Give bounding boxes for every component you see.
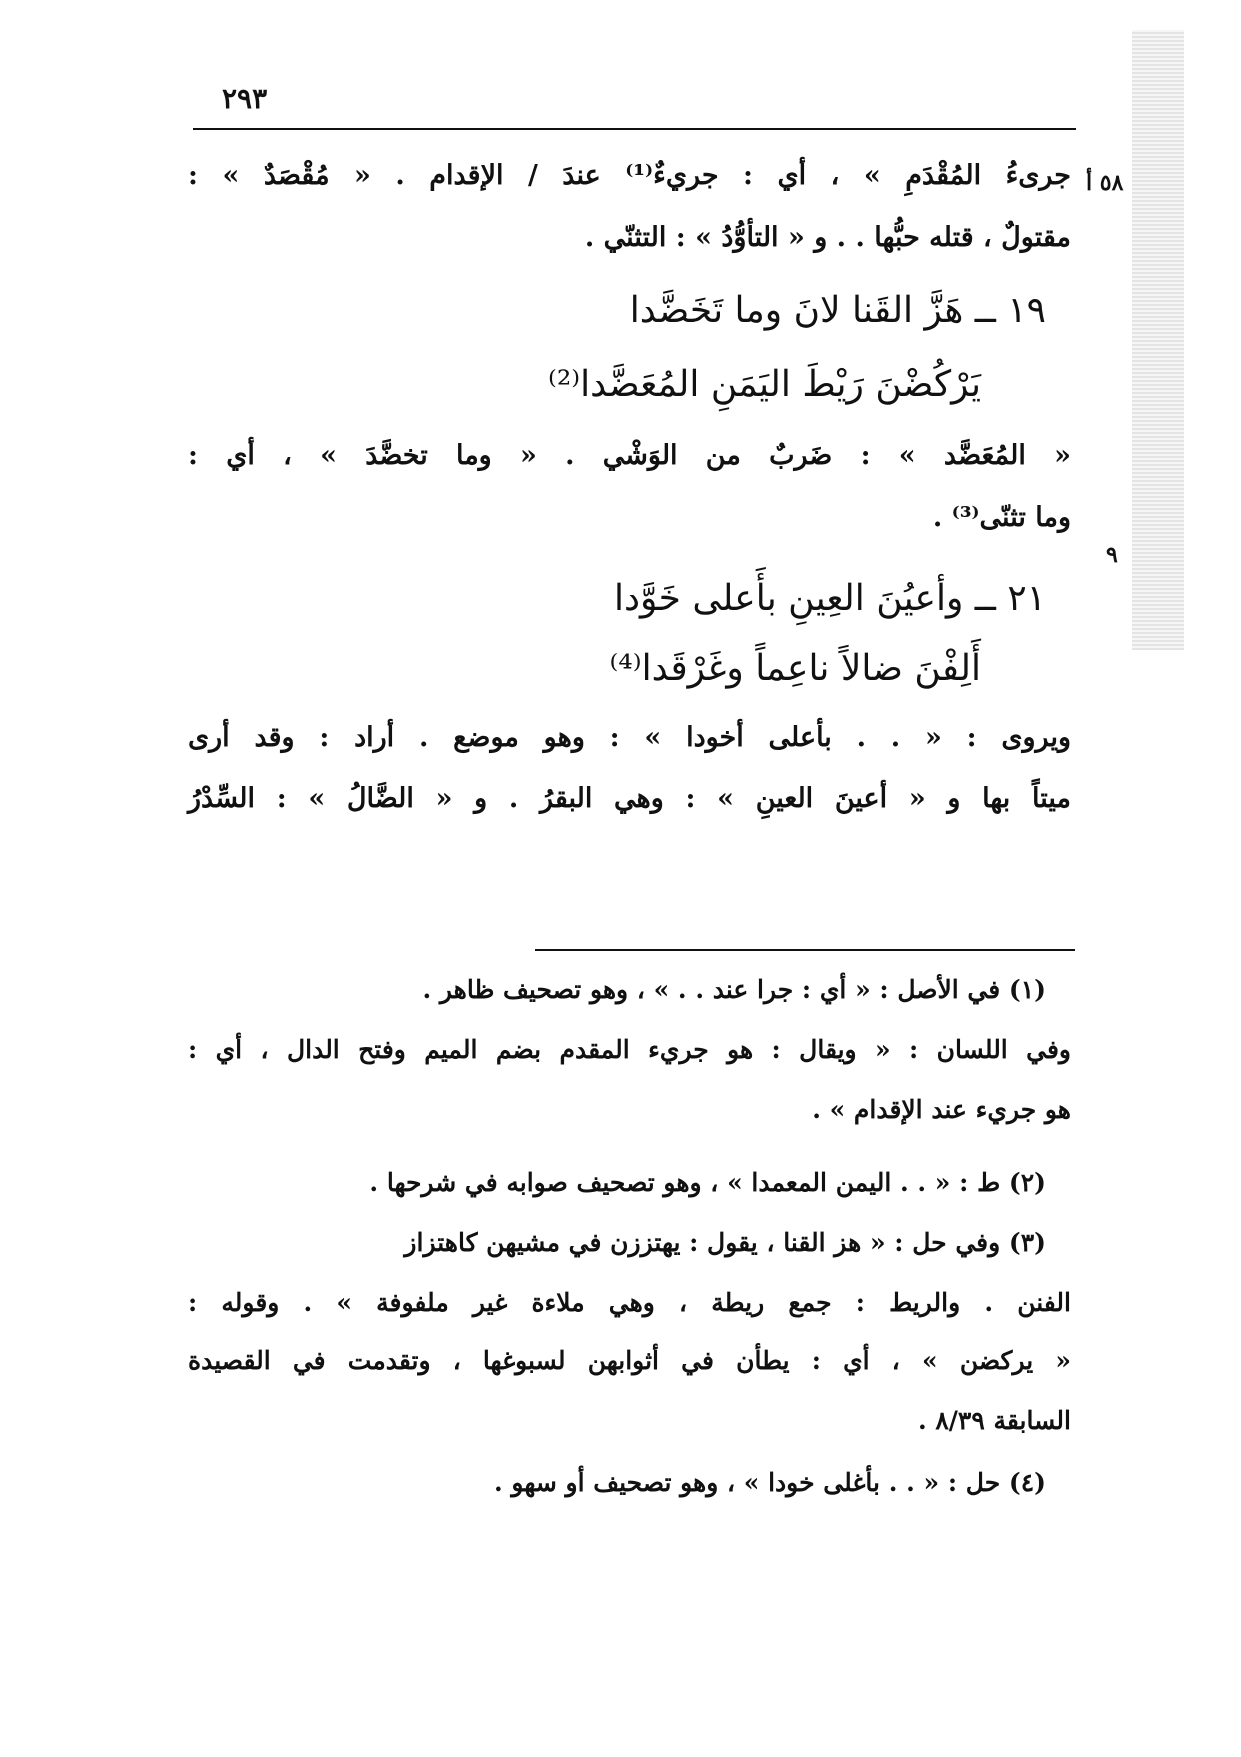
footnote-1-line-3: هو جريء عند الإقدام » . <box>812 1095 1071 1124</box>
verse-19-first-hemistich: ١٩ ــ هَزَّ القَنا لانَ وما تَخَضَّدا <box>629 290 1046 331</box>
footnote-1-line-1: (١) في الأصل : « أي : جرا عند . . » ، وهو تصحيف ظاهر . <box>422 975 1046 1004</box>
footnote-2: (٢) ط : « . . اليمن المعمدا » ، وهو تصحيف صوابه في شرحها . <box>369 1168 1046 1197</box>
body-line-1: جرىءُ المُقْدَمِ » ، أي : جريءٌ⁽¹⁾ عندَ / الإقدام . « مُقْصَدٌ » : <box>188 160 1071 191</box>
page-number: ٢٩٣ <box>222 82 268 115</box>
header-rule <box>193 128 1076 130</box>
verse-21-second-hemistich: أَلِفْنَ ضالاً ناعِماً وغَرْقَدا⁽⁴⁾ <box>609 648 981 689</box>
gloss-21-line-1: ويروى : « . . بأعلى أخودا » : وهو موضع . أراد : وقد أرى <box>188 722 1071 753</box>
footnote-3-line-3: « يركضن » ، أي : يطأن في أثوابهن لسبوغها ، وتقدمت في القصيدة <box>188 1346 1071 1375</box>
footnote-4: (٤) حل : « . . بأغلى خودا » ، وهو تصحيف أو سهو . <box>494 1468 1046 1497</box>
gloss-21-line-2: ميتاً بها و « أعينَ العينِ » : وهي البقرُ . و « الضَّالُ » : السِّدْرُ <box>188 783 1071 814</box>
gloss-19-line-2: وما تثنّى⁽³⁾ . <box>932 502 1071 533</box>
line-marker: ٩ <box>1106 542 1118 568</box>
folio-marker: ٥٨ أ <box>1086 170 1124 196</box>
footnote-3-line-2: الفنن . والريط : جمع ريطة ، وهي ملاءة غير ملفوفة » . وقوله : <box>188 1288 1071 1317</box>
footnote-rule <box>535 949 1075 951</box>
verse-19-second-hemistich: يَرْكُضْنَ رَيْطَ اليَمَنِ المُعَضَّدا⁽²⁾ <box>548 364 981 405</box>
gloss-19-line-1: « المُعَضَّد » : ضَربٌ من الوَشْي . « وما تخضَّدَ » ، أي : <box>188 440 1071 471</box>
verse-21-first-hemistich: ٢١ ــ وأعيُنَ العِينِ بأَعلى خَوَّدا <box>614 578 1046 619</box>
body-line-2: مقتولٌ ، قتله حبُّها . . و « التأوُّدُ » : التثنّي . <box>584 222 1071 253</box>
footnote-3-line-4: السابقة ٨/٣٩ . <box>917 1406 1071 1435</box>
scan-edge-shadow <box>1132 30 1184 650</box>
footnote-1-line-2: وفي اللسان : « ويقال : هو جريء المقدم بضم الميم وفتح الدال ، أي : <box>188 1035 1071 1064</box>
footnote-3-line-1: (٣) وفي حل : « هز القنا ، يقول : يهتززن في مشيهن كاهتزاز <box>404 1228 1046 1257</box>
